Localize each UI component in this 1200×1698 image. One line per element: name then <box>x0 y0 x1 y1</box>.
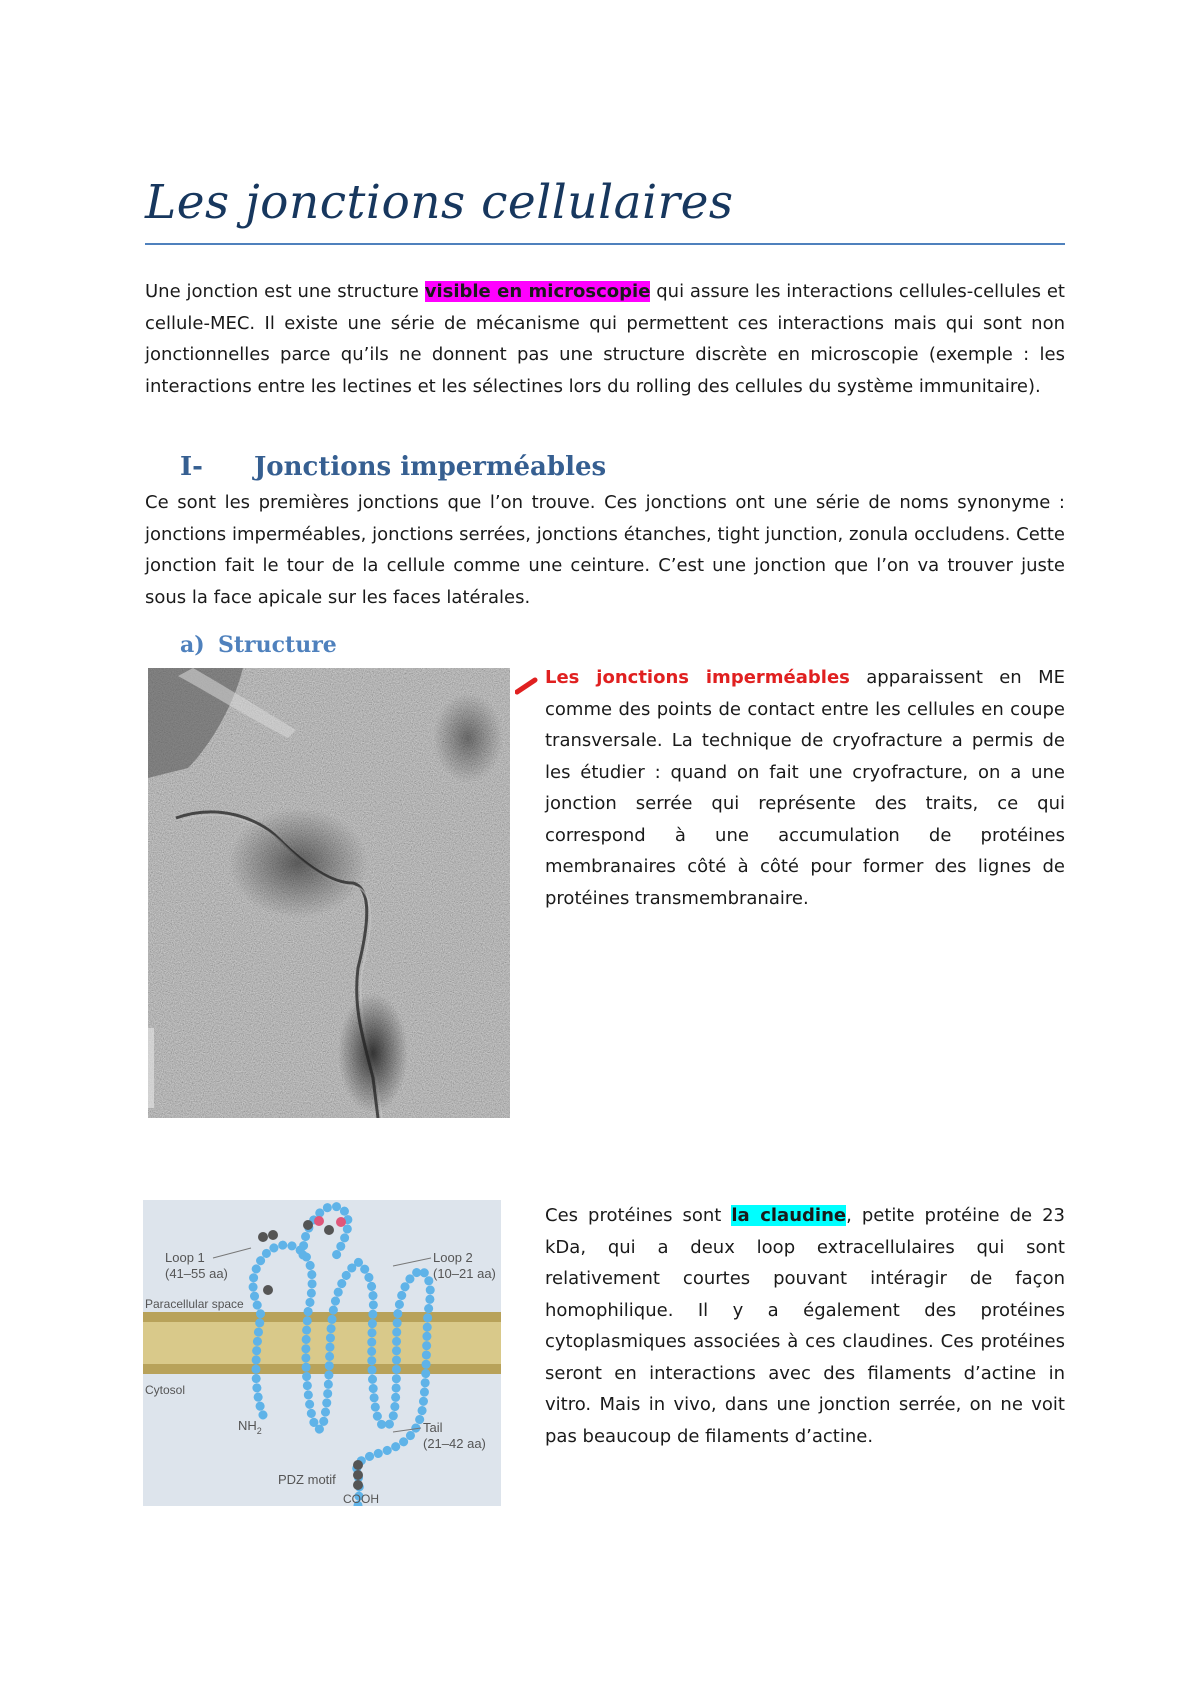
subsection-heading-a <box>180 632 337 658</box>
subsection-letter: a) <box>180 632 205 658</box>
section-number: I- <box>180 452 203 482</box>
electron-micrograph-image <box>148 668 510 1118</box>
structure-red-lead: Les jonctions imperméables <box>545 667 850 688</box>
intro-paragraph <box>145 276 1065 402</box>
intro-text-before: Une jonction est une structure <box>145 281 425 302</box>
loop1-label: Loop 1 <box>165 1250 205 1265</box>
pdz-motif-label: PDZ motif <box>278 1472 336 1487</box>
title-divider <box>145 243 1065 245</box>
red-pointer-arrow-icon <box>515 674 539 696</box>
nh2-label: $NH_2$ <box>238 1418 262 1436</box>
cooh-label: COOH <box>343 1492 379 1506</box>
claudine-text-after: , petite protéine de 23 kDa, qui a deux loop extracellulaires qui sont relativement courtes pouvant intéragir de façon homophilique. Il y a également des protéines cytoplasmiques associées à ces claudines. Ces protéines seront en interactions avec des filaments d’actine in vitro. Mais in vivo, dans une jonction serrée, on ne voit pas beaucoup de filaments d’actine. <box>545 1205 1065 1447</box>
cytosol-label: Cytosol <box>145 1383 186 1397</box>
claudine-text-before: Ces protéines sont <box>545 1205 732 1226</box>
structure-paragraph <box>545 662 1065 914</box>
loop1-range-label: (41–55 aa) <box>165 1266 228 1281</box>
page-title: Les jonctions cellulaires <box>145 175 734 230</box>
loop2-range-label: (10–21 aa) <box>433 1266 496 1281</box>
tail-label: Tail <box>423 1420 443 1435</box>
loop2-label: Loop 2 <box>433 1250 473 1265</box>
section-heading-1 <box>180 452 606 482</box>
intro-text-after: qui assure les interactions cellules-cellules et cellule-MEC. Il existe une série de mécanisme qui permettent ces interactions mais qui sont non jonctionnelles parce qu’ils ne donnent pas une structure discrète en microscopie (exemple : les interactions entre les lectines et les sélectines lors du rolling des cellules du système immunitaire). <box>145 281 1065 397</box>
intro-highlight: visible en microscopie <box>424 281 651 302</box>
claudine-paragraph <box>545 1200 1065 1452</box>
structure-text-rest: apparaissent en ME comme des points de contact entre les cellules en coupe transversale. La technique de cryofracture a permis de les étudier : quand on fait une cryofracture, on a une jonction serrée qui représente des traits, ce qui correspond à une accumulation de protéines membranaires côté à côté pour former des lignes de protéines transmembranaire. <box>545 667 1065 909</box>
claudin-diagram <box>143 1200 501 1506</box>
paracellular-label: Paracellular space <box>145 1297 244 1311</box>
section1-paragraph: Ce sont les premières jonctions que l’on trouve. Ces jonctions ont une série de noms synonyme : jonctions imperméables, jonctions serrées, jonctions étanches, tight junction, zonula occludens. Cette jonction fait le tour de la cellule comme une ceinture. C’est une jonction que l’on va trouver juste sous la face apicale sur les faces latérales. <box>145 492 1065 608</box>
subsection-heading-text: Structure <box>218 632 337 658</box>
section-heading-text: Jonctions imperméables <box>254 452 607 482</box>
tail-range-label: (21–42 aa) <box>423 1436 486 1451</box>
claudine-highlight: la claudine <box>731 1205 847 1226</box>
